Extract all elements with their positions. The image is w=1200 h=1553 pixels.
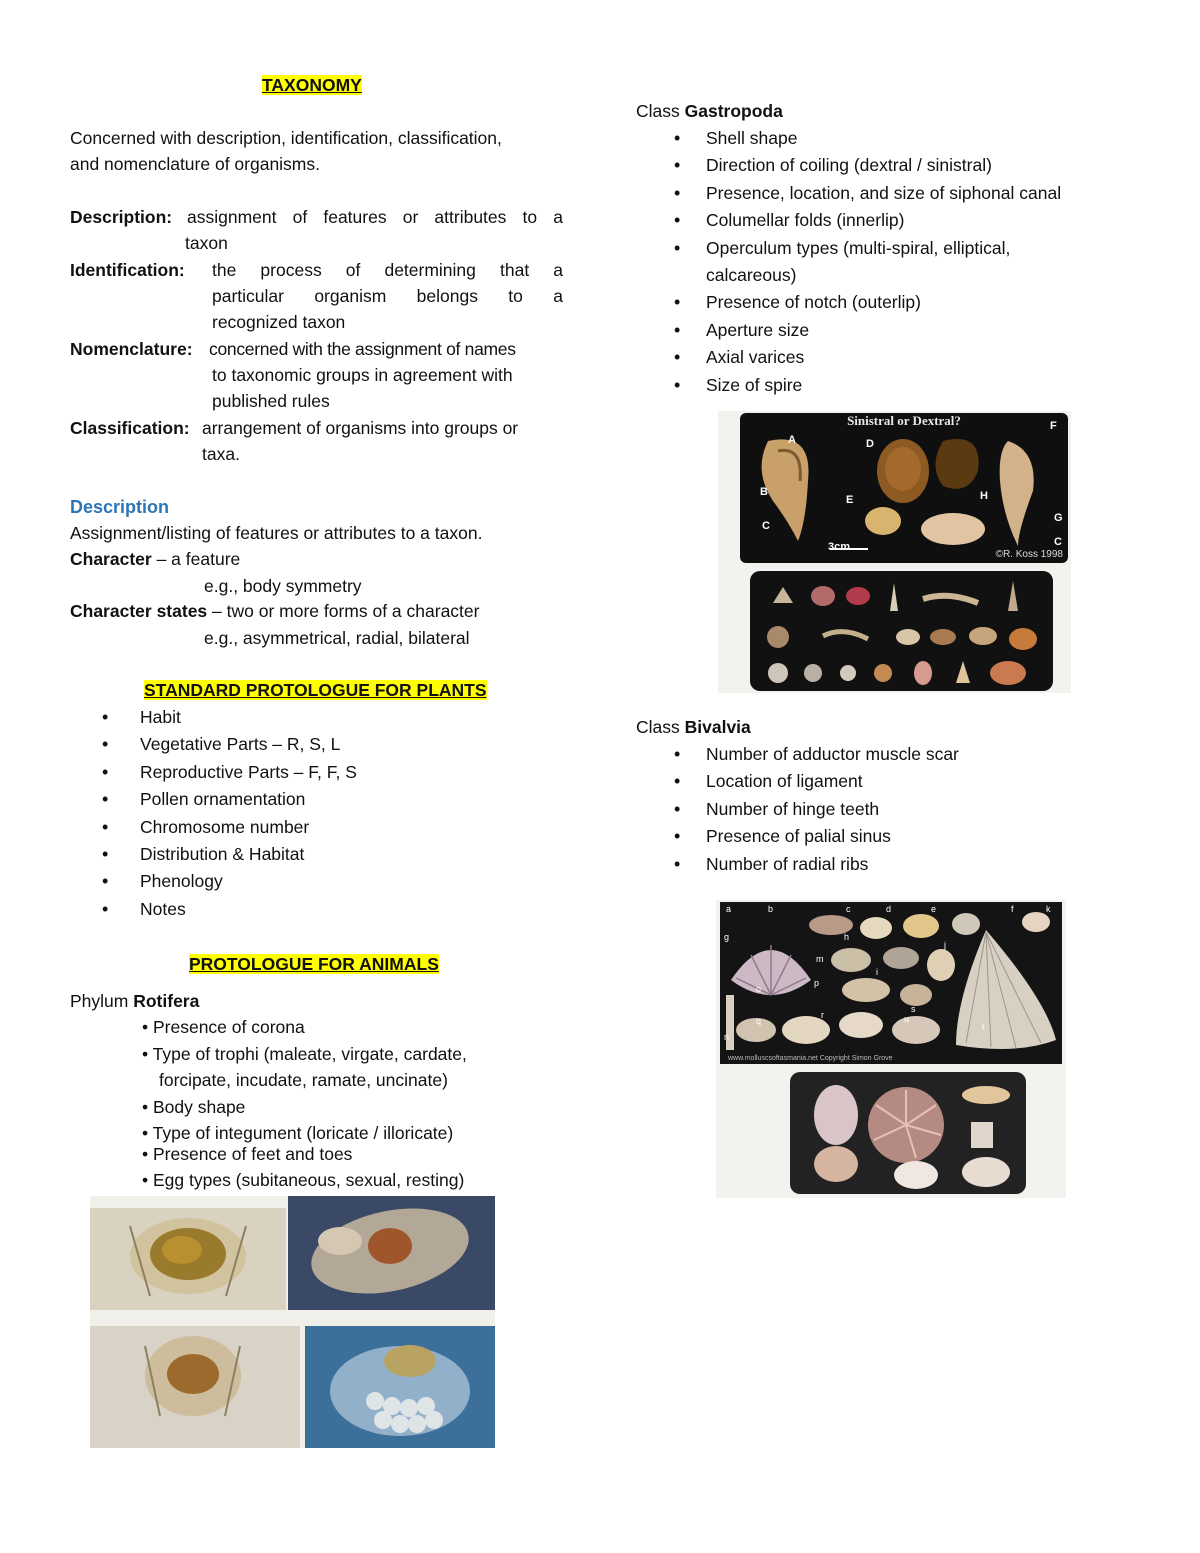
gastropoda-list <box>636 125 1061 399</box>
figure-letter: b <box>768 904 774 914</box>
list-item: • Reproductive Parts – F, F, S <box>70 759 357 786</box>
page-title: TAXONOMY <box>262 75 362 95</box>
figure-letter: m <box>816 954 824 964</box>
list-item: • Presence, location, and size of siphonal canal <box>636 180 1061 207</box>
description-term: Description: <box>70 207 173 227</box>
identification-def-3: recognized taxon <box>212 312 346 332</box>
list-item: • Axial varices <box>636 344 1061 371</box>
figure-letter: o <box>756 984 762 994</box>
rotifera-item: forcipate, incudate, ramate, uncinate) <box>159 1070 448 1090</box>
rotifera-item: • Presence of feet and toes <box>142 1144 353 1164</box>
list-item: • Size of spire <box>636 372 1061 399</box>
classification-def-2: taxa. <box>202 444 240 464</box>
character-line: Character – a feature <box>70 549 241 569</box>
list-item: • Vegetative Parts – R, S, L <box>70 731 357 758</box>
list-item: • Chromosome number <box>70 814 357 841</box>
list-item: • Number of hinge teeth <box>636 796 959 823</box>
figure-letter: k <box>1046 904 1051 914</box>
nomenclature-term: Nomenclature: <box>70 339 193 359</box>
list-item: • Operculum types (multi-spiral, elliptical, calcareous) <box>636 235 1061 290</box>
description-def-2: taxon <box>185 233 228 253</box>
rotifera-item: • Type of integument (loricate / illoricate) <box>142 1123 454 1143</box>
figure-letter: n <box>724 1032 730 1042</box>
bivalve-shell-figure <box>716 900 1066 1198</box>
nomenclature-def-1: concerned with the assignment of names <box>209 339 516 359</box>
figure-letter: F <box>1050 420 1057 432</box>
phylum-line: Phylum Rotifera <box>70 991 200 1011</box>
figure-letter: e <box>931 904 937 914</box>
gastropod-shell-figure <box>718 411 1071 693</box>
figure-letter: h <box>844 932 850 942</box>
rotifera-item: • Egg types (subitaneous, sexual, resting) <box>142 1170 465 1190</box>
figure-letter: c <box>846 904 851 914</box>
rotifer-photo-collage <box>90 1196 495 1448</box>
figure-letter: f <box>1011 904 1014 914</box>
intro-line-2: and nomenclature of organisms. <box>70 154 320 174</box>
list-item: • Phenology <box>70 868 357 895</box>
description-def-1: assignment of features or attributes to a <box>187 207 563 227</box>
figure-letter: B <box>760 486 768 498</box>
figure-letter: u <box>904 1014 910 1024</box>
figure-letter: d <box>886 904 892 914</box>
classification-term: Classification: <box>70 418 190 438</box>
figure-letter: H <box>980 490 988 502</box>
nomenclature-def-3: published rules <box>212 391 330 411</box>
figure-letter: i <box>876 967 878 977</box>
rotifera-item: • Body shape <box>142 1097 246 1117</box>
list-item: • Pollen ornamentation <box>70 786 357 813</box>
figure-letter: A <box>788 434 796 446</box>
nomenclature-def-2: to taxonomic groups in agreement with <box>212 365 513 385</box>
identification-term: Identification: <box>70 260 185 280</box>
list-item: • Notes <box>70 896 357 923</box>
figure-letter: a <box>726 904 732 914</box>
animals-heading: PROTOLOGUE FOR ANIMALS <box>189 954 439 974</box>
description-heading: Description <box>70 497 170 517</box>
figure-letter: r <box>821 1010 824 1020</box>
figure-title: Sinistral or Dextral? <box>847 413 961 428</box>
intro-line-1: Concerned with description, identification, classification, <box>70 128 502 148</box>
classification-def-1: arrangement of organisms into groups or <box>202 418 519 438</box>
figure-scale: 3cm <box>828 541 851 553</box>
character-states-line: Character states – two or more forms of a character <box>70 601 480 621</box>
character-example: e.g., body symmetry <box>204 576 362 596</box>
list-item: • Number of adductor muscle scar <box>636 741 959 768</box>
figure-letter: j <box>944 940 946 950</box>
list-item: • Number of radial ribs <box>636 851 959 878</box>
rotifera-item: • Presence of corona <box>142 1017 305 1037</box>
list-item: • Distribution & Habitat <box>70 841 357 868</box>
figure-letter: D <box>866 438 874 450</box>
list-item: • Location of ligament <box>636 768 959 795</box>
figure-letter: E <box>846 494 854 506</box>
figure-letter: p <box>814 978 820 988</box>
description-line: Assignment/listing of features or attributes to a taxon. <box>70 523 483 543</box>
list-item: • Presence of notch (outerlip) <box>636 289 1061 316</box>
bivalvia-list <box>636 741 959 878</box>
identification-def-1: the process of determining that a <box>212 260 563 280</box>
list-item: • Aperture size <box>636 317 1061 344</box>
identification-def-2: particular organism belongs to a <box>212 286 563 306</box>
list-item: • Shell shape <box>636 125 1061 152</box>
figure-credit: ©R. Koss 1998 <box>995 549 1063 560</box>
list-item: • Habit <box>70 704 357 731</box>
list-item: • Direction of coiling (dextral / sinistral) <box>636 152 1061 179</box>
plants-heading: STANDARD PROTOLOGUE FOR PLANTS <box>144 680 487 700</box>
figure-letter: C <box>762 520 770 532</box>
figure-letter: q <box>756 1016 762 1026</box>
rotifera-item: • Type of trophi (maleate, virgate, cardate, <box>142 1044 467 1064</box>
list-item: • Presence of palial sinus <box>636 823 959 850</box>
figure-letter: G <box>1054 512 1063 524</box>
character-states-example: e.g., asymmetrical, radial, bilateral <box>204 628 470 648</box>
figure-letter: g <box>724 932 730 942</box>
plants-list <box>70 704 357 923</box>
figure-letter: t <box>982 1022 985 1032</box>
figure-letter: C <box>1054 536 1062 548</box>
bivalvia-heading: Class Bivalvia <box>636 717 751 737</box>
list-item: • Columellar folds (innerlip) <box>636 207 1061 234</box>
figure-credit: www.molluscsoftasmania.net Copyright Simon Grove <box>728 1055 893 1062</box>
gastropoda-heading: Class Gastropoda <box>636 101 783 121</box>
figure-letter: s <box>911 1004 916 1014</box>
